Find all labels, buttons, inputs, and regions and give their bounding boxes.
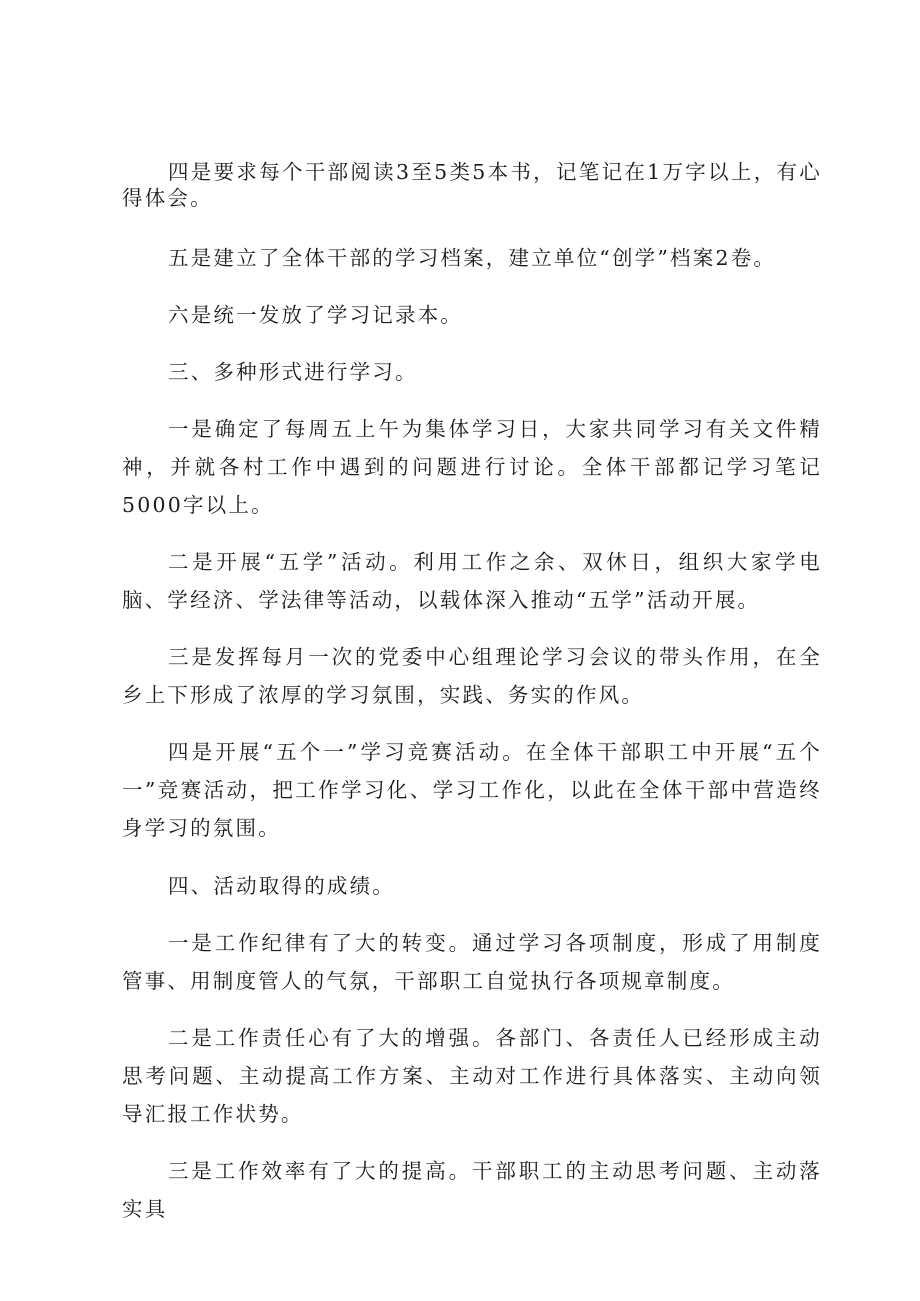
section-heading-study-forms: 三、多种形式进行学习。	[168, 360, 418, 384]
section-heading-achievements: 四、活动取得的成绩。	[168, 874, 395, 898]
paragraph-party-committee-study: 三是发挥每月一次的党委中心组理论学习会议的带头作用，在全乡上下形成了浓厚的学习氛围，实践、务实的作风。	[122, 645, 822, 707]
document-body	[122, 159, 822, 1228]
paragraph-study-notebook: 六是统一发放了学习记录本。	[168, 303, 464, 327]
paragraph-study-archive: 五是建立了全体干部的学习档案，建立单位“创学”档案2卷。	[168, 246, 777, 270]
paragraph-five-ones-competition: 四是开展“五个一”学习竞赛活动。在全体干部职工中开展“五个一”竞赛活动，把工作学习化、学习工作化，以此在全体干部中营造终身学习的氛围。	[122, 740, 822, 840]
paragraph-work-discipline: 一是工作纪律有了大的转变。通过学习各项制度，形成了用制度管事、用制度管人的气氛，干部职工自觉执行各项规章制度。	[122, 931, 822, 993]
paragraph-collective-study-day: 一是确定了每周五上午为集体学习日，大家共同学习有关文件精神，并就各村工作中遇到的问题进行讨论。全体干部都记学习笔记5000字以上。	[122, 417, 822, 517]
paragraph-work-efficiency: 三是工作效率有了大的提高。干部职工的主动思考问题、主动落实具	[122, 1159, 822, 1221]
paragraph-responsibility: 二是工作责任心有了大的增强。各部门、各责任人已经形成主动思考问题、主动提高工作方案、主动对工作进行具体落实、主动向领导汇报工作状势。	[122, 1026, 822, 1126]
paragraph-reading-requirement: 四是要求每个干部阅读3至5类5本书，记笔记在1万字以上，有心得体会。	[122, 160, 822, 210]
paragraph-five-studies: 二是开展“五学”活动。利用工作之余、双休日，组织大家学电脑、学经济、学法律等活动，以载体深入推动“五学”活动开展。	[122, 550, 822, 612]
